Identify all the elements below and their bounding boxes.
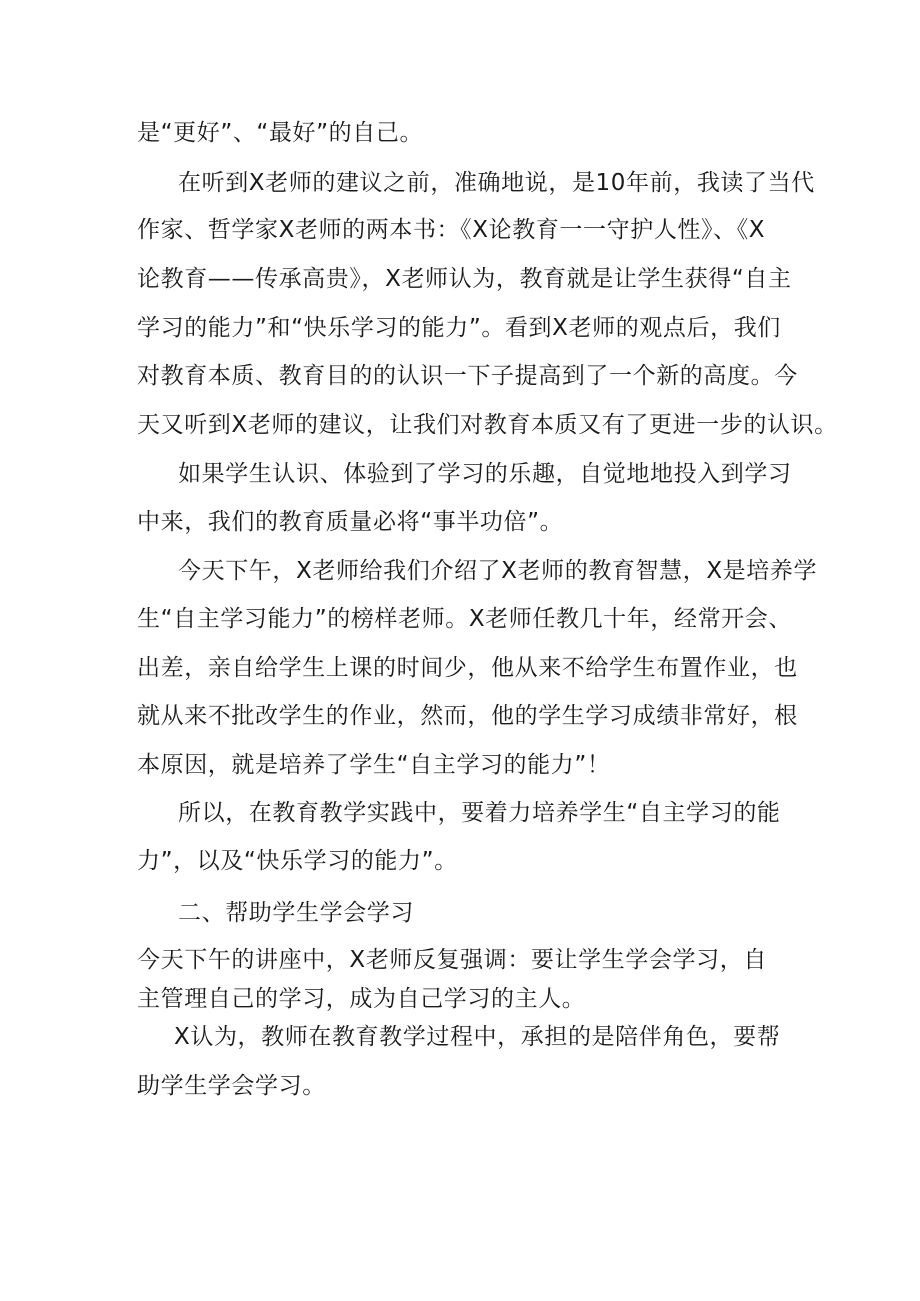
section-heading: 二、帮助学生学会学习 xyxy=(178,900,414,926)
text-line: 主管理自己的学习，成为自己学习的主人。 xyxy=(137,986,586,1012)
text-line: 学习的能力”和“快乐学习的能力”。看到X老师的观点后，我们 xyxy=(137,315,781,341)
text-line: 中来，我们的教育质量必将“事半功倍”。 xyxy=(137,509,564,535)
text-line: 出差，亲自给学生上课的时间少，他从来不给学生布置作业，也 xyxy=(137,655,798,681)
paragraph-first-line: X认为，教师在教育教学过程中，承担的是陪伴角色，要帮 xyxy=(174,1024,781,1050)
paragraph-first-line: 今天下午，X老师给我们介绍了X老师的教育智慧，X是培养学 xyxy=(178,558,818,584)
text-line: 对教育本质、教育目的的认识一下子提高到了一个新的高度。今 xyxy=(137,363,798,389)
text-line: 是“更好”、“最好”的自己。 xyxy=(137,120,424,146)
text-line: 天又听到X老师的建议，让我们对教育本质又有了更进一步的认识。 xyxy=(137,412,838,438)
text-line: 助学生学会学习。 xyxy=(137,1073,326,1099)
paragraph-first-line: 在听到X老师的建议之前，准确地说，是10年前，我读了当代 xyxy=(178,170,815,196)
text-line: 力”，以及“快乐学习的能力”。 xyxy=(137,848,458,874)
text-line: 本原因，就是培养了学生“自主学习的能力”！ xyxy=(137,752,611,778)
text-line: 论教育——传承高贵》，X老师认为，教育就是让学生获得“自主 xyxy=(137,266,792,292)
paragraph-first-line: 如果学生认识、体验到了学习的乐趣，自觉地地投入到学习 xyxy=(178,461,792,487)
text-line: 作家、哲学家X老师的两本书：《X论教育一一守护人性》、《X xyxy=(137,217,766,243)
text-line: 生“自主学习能力”的榜样老师。X老师任教几十年，经常开会、 xyxy=(137,606,792,632)
paragraph-first-line: 所以，在教育教学实践中，要着力培养学生“自主学习的能 xyxy=(178,800,781,826)
paragraph-first-line: 今天下午的讲座中，X老师反复强调：要让学生学会学习，自 xyxy=(137,947,767,973)
text-line: 就从来不批改学生的作业，然而，他的学生学习成绩非常好，根 xyxy=(137,703,798,729)
